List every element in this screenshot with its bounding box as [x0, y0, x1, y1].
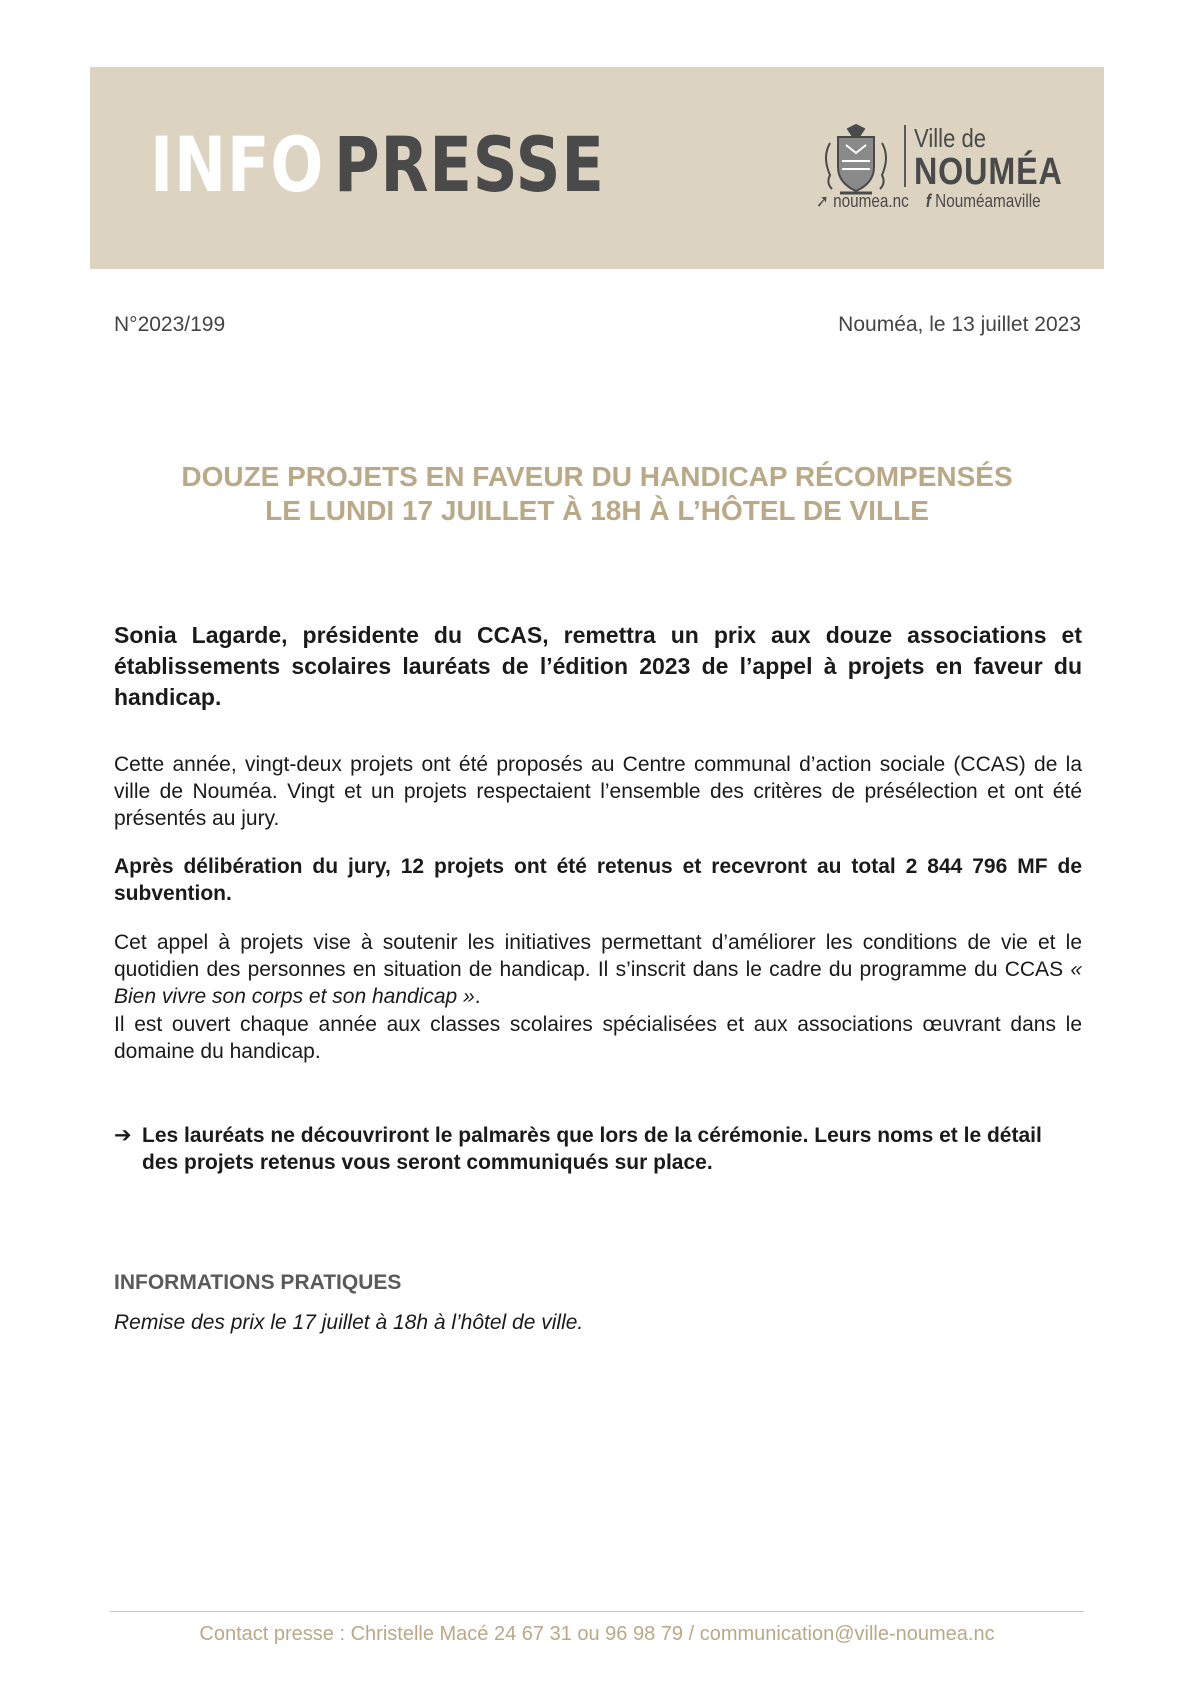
press-reference: N°2023/199 — [114, 313, 226, 336]
highlight-text: Les lauréats ne découvriront le palmarès que lors de la cérémonie. Leurs noms et le détail des projets retenus vous seront communiqués sur place. — [142, 1124, 1042, 1174]
title-line-2: LE LUNDI 17 JUILLET À 18H À L’HÔTEL DE VILLE — [265, 495, 929, 526]
paragraph-3-text: Cet appel à projets vise à soutenir les initiatives permettant d’améliorer les conditions de vie et le quotidien des personnes en situation de handicap. Il s’inscrit dans le cadre du programme du CCAS — [114, 931, 1082, 981]
ville-de-noumea-logo — [816, 123, 1063, 213]
header-banner — [90, 67, 1104, 269]
brand-info: INFO — [150, 120, 325, 209]
facebook-icon: f — [925, 191, 931, 211]
program-quote: « Bien vivre son corps et son handicap » — [114, 958, 1082, 1008]
website-link[interactable]: noumea.nc — [833, 191, 909, 211]
arrow-right-icon: ➔ — [114, 1124, 132, 1147]
title-line-1: DOUZE PROJETS EN FAVEUR DU HANDICAP RÉCOMPENSÉS — [181, 461, 1013, 492]
logo-ville-de: Ville de — [914, 123, 987, 153]
paragraph-4: Il est ouvert chaque année aux classes scolaires spécialisées et aux associations œuvrant dans le domaine du handicap. — [114, 1013, 1082, 1063]
brand-presse: PRESSE — [334, 120, 605, 209]
practical-info-text: Remise des prix le 17 juillet à 18h à l’hôtel de ville. — [114, 1311, 584, 1334]
arrow-icon: ➚ — [816, 191, 829, 211]
paragraph-3-end: . — [474, 985, 481, 1008]
press-date: Nouméa, le 13 juillet 2023 — [838, 313, 1081, 336]
city-crest-icon — [816, 123, 896, 199]
lead-paragraph: Sonia Lagarde, présidente du CCAS, remettra un prix aux douze associations et établissements scolaires lauréats de l’édition 2023 de l’appel à projets en faveur du handicap. — [114, 622, 1082, 710]
page-title — [90, 460, 1104, 528]
logo-noumea: NOUMÉA — [914, 151, 1063, 193]
info-presse-logo — [150, 120, 605, 209]
paragraph-3 — [114, 929, 1082, 1010]
facebook-link[interactable]: Nouméamaville — [935, 191, 1041, 211]
practical-info-heading: INFORMATIONS PRATIQUES — [114, 1271, 402, 1294]
logo-divider — [904, 125, 906, 187]
logo-links — [816, 191, 1041, 212]
paragraph-1: Cette année, vingt-deux projets ont été proposés au Centre communal d’action sociale (CCAS) de la ville de Nouméa. Vingt et un projets respectaient l’ensemble des critères de présélection et ont été présentés au jury. — [114, 753, 1082, 830]
footer-contact: Contact presse : Christelle Macé 24 67 31 ou 96 98 79 / communication@ville-noumea.nc — [199, 1623, 995, 1645]
paragraph-2: Après délibération du jury, 12 projets ont été retenus et recevront au total 2 844 796 MF de subvention. — [114, 855, 1082, 905]
footer-divider — [110, 1611, 1084, 1612]
